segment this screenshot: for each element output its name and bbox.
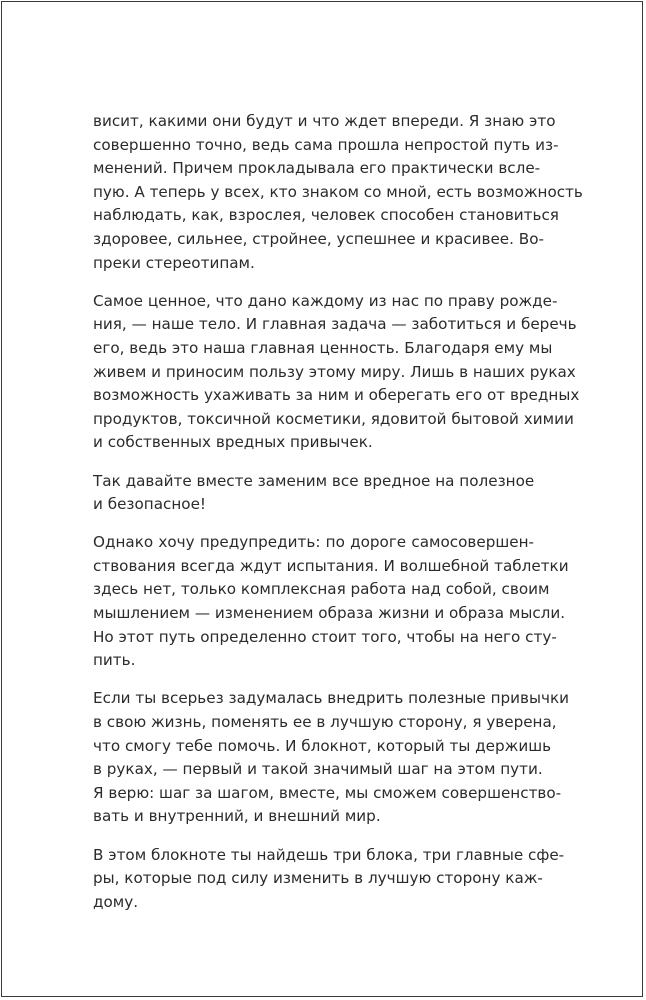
text-line: пить. bbox=[93, 651, 136, 670]
text-line: возможность ухаживать за ним и оберегать его от вредных bbox=[93, 386, 580, 405]
text-line: в свою жизнь, поменять ее в лучшую сторону, я уверена, bbox=[93, 713, 557, 732]
text-line: менений. Причем прокладывала его практически всле- bbox=[93, 159, 541, 178]
text-line: дому. bbox=[93, 892, 139, 911]
text-line: в руках, — первый и такой значимый шаг на этом пути. bbox=[93, 760, 543, 779]
paragraph bbox=[93, 844, 565, 915]
text-line: ния, — наше тело. И главная задача — заботиться и беречь bbox=[93, 315, 577, 334]
paragraph bbox=[93, 470, 534, 517]
page-body-text bbox=[93, 110, 583, 929]
paragraph bbox=[93, 110, 583, 275]
text-line: Однако хочу предупредить: по дороге самосовершен- bbox=[93, 533, 534, 552]
text-line: В этом блокноте ты найдешь три блока, три главные сфе- bbox=[93, 845, 565, 864]
text-line: Я верю: шаг за шагом, вместе, мы сможем совершенство- bbox=[93, 783, 562, 802]
paragraph bbox=[93, 687, 569, 829]
text-line: преки стереотипам. bbox=[93, 253, 255, 272]
text-line: наблюдать, как, взрослея, человек способен становиться bbox=[93, 206, 559, 225]
text-line: висит, какими они будут и что ждет впереди. Я знаю это bbox=[93, 112, 556, 130]
text-line: Но этот путь определенно стоит того, чтобы на него сту- bbox=[93, 627, 557, 646]
text-line: его, ведь это наша главная ценность. Благодаря ему мы bbox=[93, 338, 553, 357]
text-line: ры, которые под силу изменить в лучшую сторону каж- bbox=[93, 869, 543, 888]
paragraph bbox=[93, 290, 580, 455]
book-page bbox=[1, 1, 643, 997]
text-line: Так давайте вместе заменим все вредное на полезное bbox=[93, 471, 535, 490]
text-line: вать и внутренний, и внешний мир. bbox=[93, 807, 381, 826]
text-line: и собственных вредных привычек. bbox=[93, 433, 373, 452]
text-line: здесь нет, только комплексная работа над собой, своим bbox=[93, 580, 550, 599]
text-line: продуктов, токсичной косметики, ядовитой бытовой химии bbox=[93, 409, 574, 428]
text-line: пую. А теперь у всех, кто знаком со мной, есть возможность bbox=[93, 182, 583, 201]
text-line: живем и приносим пользу этому миру. Лишь в наших руках bbox=[93, 362, 576, 381]
text-line: что смогу тебе помочь. И блокнот, который ты держишь bbox=[93, 736, 552, 755]
text-line: мышлением — изменением образа жизни и образа мысли. bbox=[93, 604, 566, 623]
text-line: ствования всегда ждут испытания. И волшебной таблетки bbox=[93, 556, 569, 575]
text-line: совершенно точно, ведь сама прошла непростой путь из- bbox=[93, 135, 559, 154]
text-line: Самое ценное, что дано каждому из нас по праву рожде- bbox=[93, 291, 558, 310]
text-line: и безопасное! bbox=[93, 495, 207, 514]
text-line: Если ты всерьез задумалась внедрить полезные привычки bbox=[93, 689, 569, 708]
paragraph bbox=[93, 531, 569, 673]
text-line: здоровее, сильнее, стройнее, успешнее и красивее. Во- bbox=[93, 229, 544, 248]
